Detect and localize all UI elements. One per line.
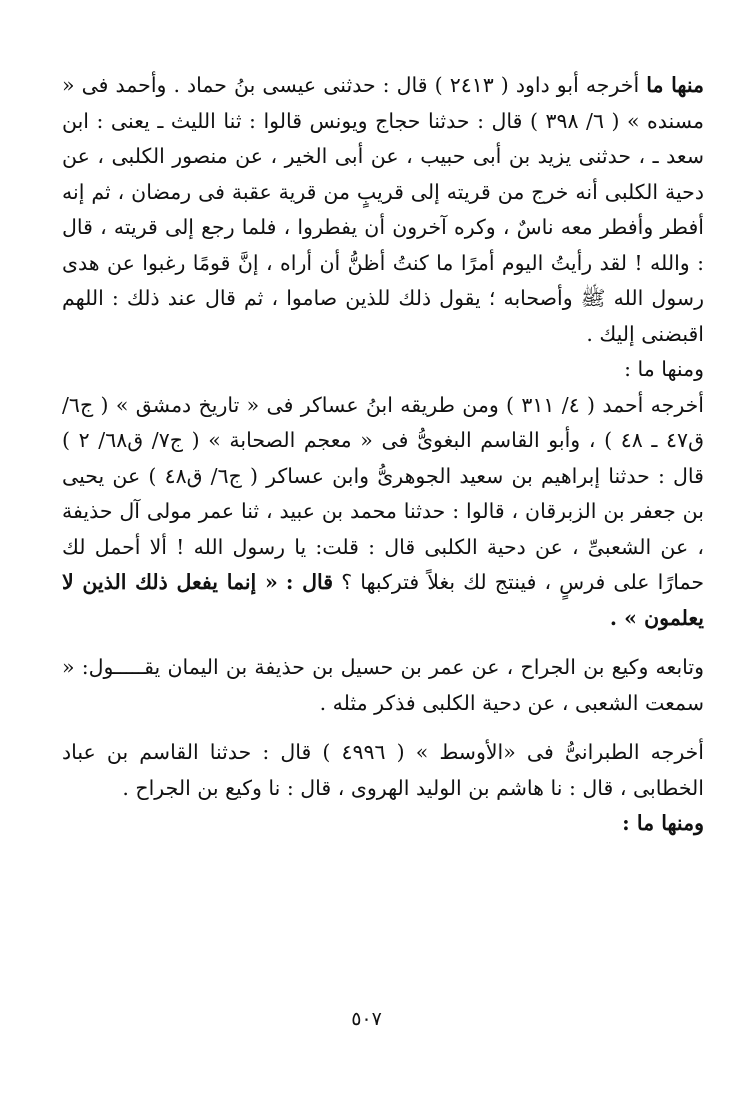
section-heading-2: ومنها ما : [622, 811, 704, 835]
hadith-quote: « إنما يفعل ذلك الذين لا يعلمون » . [62, 570, 704, 630]
page-number: ٥٠٧ [351, 1008, 382, 1030]
page-body [62, 68, 704, 842]
paragraph-4: أخرجه الطبرانىُّ فى «الأوسط » ( ٤٩٩٦ ) قال : حدثنا القاسم بن عباد الخطابى ، قال : نا هاشم بن الوليد الهروى ، قال : نا وكيع بن الجراح . [62, 740, 705, 800]
paragraph-1 [62, 68, 704, 352]
paragraph-3: وتابعه وكيع بن الجراح ، عن عمر بن حسيل بن حذيفة بن اليمان يقـــــول: « سمعت الشعبى ، عن دحية الكلبى فذكر مثله . [62, 655, 704, 715]
paragraph-2-text: أخرجه أحمد ( ٤/ ٣١١ ) ومن طريقه ابنُ عساكر فى « تاريخ دمشق » ( ج٦/ ق٤٧ ـ ٤٨ ) ، وأبو القاسم البغوىُّ فى « معجم الصحابة » ( ج٧/ ق٦٨/ ٢ ) قال : حدثنا إبراهيم بن سعيد الجوهرىُّ وابن عساكر ( ج٦/ ق٤٨ ) عن يحيى بن جعفر بن الزبرقان ، قالوا : حدثنا محمد بن عبيد ، ثنا عمر مولى آل حذيفة ، عن الشعبىِّ ، عن دحية الكلبى قال : قلت: يا رسول الله ! ألا أحمل لك حمارًا على فرسٍ ، فينتج لك بغلاً فتركبها ؟ [62, 392, 705, 594]
paragraph-1-text: أخرجه أبو داود ( ٢٤١٣ ) قال : حدثنى عيسى بنُ حماد . وأحمد فى « مسنده » ( ٦/ ٣٩٨ ) قال : حدثنا حجاج ويونس قالوا : ثنا الليث ـ يعنى : ابن سعد ـ ، حدثنى يزيد بن أبى حبيب ، عن أبى الخير ، عن منصور الكلبى ، عن دحية الكلبى أنه خرج من قريته إلى قريبٍ من قرية عقبة فى رمضان ، ثم إنه أفطر وأفطر معه ناسٌ ، وكره آخرون أن يفطروا ، فلما رجع إلى قريته ، قال : والله ! لقد رأيتُ اليوم أمرًا ما كنتُ أظنُّ أن أراه ، إنَّ قومًا رغبوا عن هدى رسول الله ﷺ وأصحابه ؛ يقول ذلك للذين صاموا ، ثم قال عند ذلك : اللهم اقبضنى إليك . [62, 73, 704, 346]
paragraph-2-qal: قال : [285, 570, 334, 594]
paragraph-1-lead: منها ما [646, 73, 704, 97]
section-heading-1: ومنها ما : [624, 357, 704, 381]
paragraph-2 [62, 388, 704, 637]
